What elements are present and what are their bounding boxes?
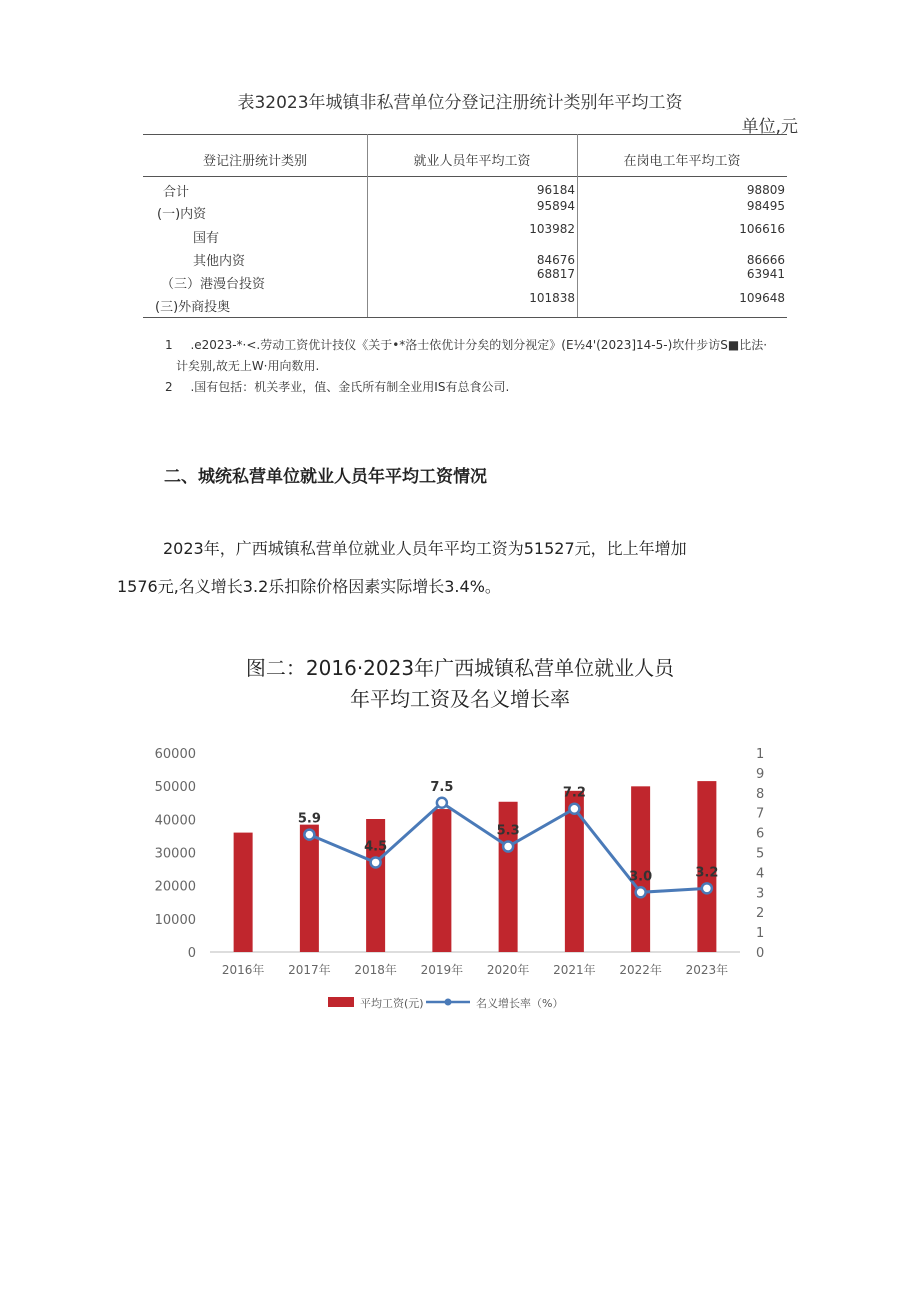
row-onpost-value: 106616 <box>739 222 785 236</box>
section-heading: 二、城统私营单位就业人员年平均工资情况 <box>164 467 487 487</box>
row-employed-value: 68817 <box>536 267 575 281</box>
row-label: (三)外商投奥 <box>155 300 231 315</box>
growth-rate-point <box>569 804 579 814</box>
growth-rate-data-label: 4.5 <box>364 839 388 855</box>
x-axis-tick-label: 2022年 <box>619 963 662 977</box>
chart-title-line-2: 年平均工资及名义增长率 <box>350 687 570 711</box>
wage-table <box>143 134 787 317</box>
footnote-number: 1 <box>165 338 173 352</box>
row-label: （三）港漫台投资 <box>161 277 266 292</box>
paragraph-line-1: 2023年，广西城镇私营单位就业人员年平均工资为51527元，比上年增加 <box>163 539 687 558</box>
chart-title-line-1: 图二：2016·2023年广西城镇私营单位就业人员 <box>245 656 675 680</box>
row-onpost-value: 86666 <box>746 253 785 267</box>
x-axis-tick-label: 2016年 <box>221 963 265 977</box>
growth-rate-data-label: 7.2 <box>562 785 586 801</box>
legend-swatch-bar <box>328 997 354 1007</box>
row-label: (一)内资 <box>157 207 207 222</box>
table-top-rule <box>143 134 787 135</box>
right-axis-tick-label: 8 <box>756 786 765 802</box>
table-title: 表32023年城镇非私营单位分登记注册统计类别年平均工资 <box>237 93 683 113</box>
row-employed-value: 84676 <box>536 253 575 267</box>
x-axis-tick-label: 2020年 <box>486 963 530 977</box>
table-unit: 单位,元 <box>741 117 798 137</box>
growth-rate-point <box>437 798 447 808</box>
bar <box>432 809 451 952</box>
right-axis-tick-label: 0 <box>756 946 765 961</box>
growth-rate-point <box>636 887 646 897</box>
left-axis-tick-label: 10000 <box>154 912 196 928</box>
table-header-rule <box>143 176 787 177</box>
header-onpost-wage: 在岗电工年平均工资 <box>623 154 741 169</box>
paragraph-line-2: 1576元,名义增长3.2乐扣除价格因素实际增长3.4%。 <box>117 577 501 596</box>
legend-label-growth: 名义增长率（%） <box>476 997 564 1010</box>
growth-rate-data-label: 7.5 <box>430 779 454 795</box>
right-axis-tick-label: 3 <box>756 886 765 902</box>
footnote-number: 2 <box>165 380 173 394</box>
right-axis-tick-label: 7 <box>756 806 765 822</box>
growth-rate-data-label: 3.0 <box>629 869 653 885</box>
growth-rate-data-label: 5.9 <box>297 811 321 827</box>
table-bottom-rule <box>143 317 787 318</box>
x-axis-tick-label: 2019年 <box>420 963 464 977</box>
row-label: 合计 <box>163 185 190 200</box>
wage-chart-svg <box>140 735 780 1025</box>
right-axis-tick-label: 5 <box>756 846 765 862</box>
row-onpost-value: 109648 <box>739 291 785 305</box>
row-label: 国有 <box>193 231 220 246</box>
legend-swatch-marker <box>445 999 452 1006</box>
x-axis-tick-label: 2017年 <box>288 963 331 977</box>
footnote-text: .e2023-*·<.劳动工资优计技仪《关于•*洛士依优计分矣的划分视定》(E½4'(2023]14-5-)坎什步访S■比法· <box>190 338 768 352</box>
right-axis-tick-label: 9 <box>756 766 765 782</box>
x-axis-tick-label: 2023年 <box>685 963 729 977</box>
right-axis-tick-label: 4 <box>756 866 765 882</box>
bar <box>300 825 319 952</box>
growth-rate-point <box>371 857 381 867</box>
left-axis-tick-label: 50000 <box>154 780 196 796</box>
right-axis-tick-label: 1 <box>756 926 765 942</box>
row-employed-value: 103982 <box>529 222 575 236</box>
left-axis-tick-label: 40000 <box>154 813 196 829</box>
row-onpost-value: 98495 <box>746 199 785 213</box>
footnote-1 <box>165 336 767 353</box>
left-axis-tick-label: 60000 <box>154 747 196 762</box>
row-employed-value: 95894 <box>536 199 575 213</box>
legend-label-wage: 平均工资(元) <box>360 997 424 1010</box>
growth-rate-data-label: 3.2 <box>695 865 719 881</box>
left-axis-tick-label: 0 <box>187 946 196 961</box>
growth-rate-point <box>702 883 712 893</box>
left-axis-tick-label: 20000 <box>154 879 196 895</box>
x-axis-tick-label: 2018年 <box>354 963 397 977</box>
header-employed-wage: 就业人员年平均工资 <box>413 154 531 169</box>
row-employed-value: 96184 <box>536 183 575 197</box>
footnote-2 <box>165 378 509 395</box>
row-onpost-value: 98809 <box>746 183 785 197</box>
footnote-text: .国有包括：机关孝业，值、金氏所有制全业用IS有总食公司. <box>190 380 510 394</box>
growth-rate-point <box>503 842 513 852</box>
x-axis-tick-label: 2021年 <box>553 963 596 977</box>
growth-rate-data-label: 5.3 <box>496 823 520 839</box>
right-axis-tick-label: 6 <box>756 826 765 842</box>
growth-rate-point <box>304 830 314 840</box>
row-onpost-value: 63941 <box>746 267 785 281</box>
row-employed-value: 101838 <box>529 291 575 305</box>
footnote-1-continued: 计矣别,故无上W·用向数用. <box>176 359 320 373</box>
wage-chart <box>140 735 780 1025</box>
row-label: 其他内资 <box>193 254 246 269</box>
right-axis-tick-label: 2 <box>756 906 765 922</box>
left-axis-tick-label: 30000 <box>154 846 196 862</box>
right-axis-tick-label: 1 <box>756 747 765 762</box>
header-category: 登记注册统计类别 <box>202 154 307 169</box>
bar <box>234 833 253 952</box>
